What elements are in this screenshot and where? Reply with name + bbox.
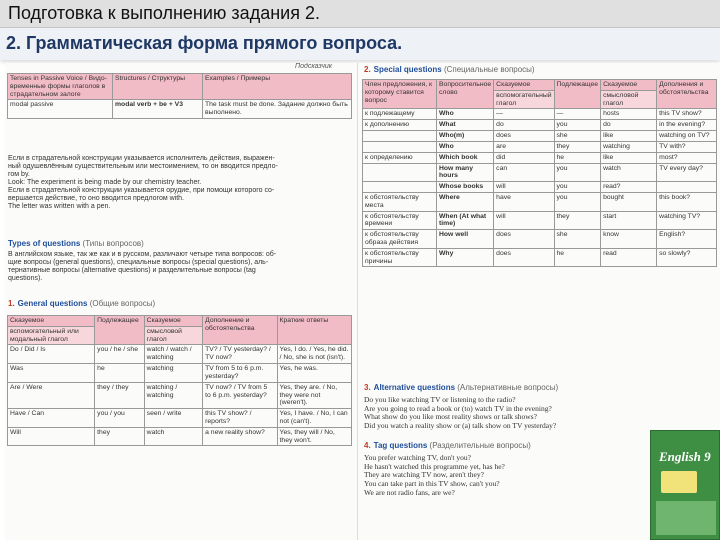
sq-cell: к определению [363,152,437,163]
sq-cell: When (At what time) [437,211,494,230]
section-number: 4. [364,441,371,450]
gq-header-skazuemoe-2: Сказуемое [144,316,202,327]
sq-cell: Why [437,248,494,267]
gq-cell: Yes, they will / No, they won't. [277,427,351,446]
sq-cell: do [494,120,554,131]
note-line: The letter was written with a pen. [8,203,111,211]
tag-questions-heading [364,441,531,450]
note-line: Если в страдательной конструкции указывается орудие, при помощи которого со- [8,187,275,195]
sq-cell: Who [437,109,494,120]
section-number: 3. [364,383,371,392]
types-line: В английском языке, так же как и в русском, различают четыре типа вопросов: об- [8,251,277,258]
table-row [8,382,352,408]
example-line: Did you watch a reality show or (a) talk show on TV yesterday? [364,420,557,430]
general-questions-heading [8,299,155,308]
sq-cell: he [554,248,601,267]
tag-title: Tag questions [373,441,428,450]
sq-header-subject: Подлежащее [554,80,601,109]
passive-cell: The task must be done. Задание должно быть выполнено. [203,100,352,119]
table-row [363,248,717,267]
types-line: щие вопросы (general questions), специальные вопросы (special questions), аль- [8,259,269,267]
example-line: They are watching TV now, aren't they? [364,470,484,480]
gq-header-aux: вспомогательный или модальный глагол [8,326,95,345]
general-title: General questions [17,299,88,308]
gq-cell: TV from 5 to 6 p.m. yesterday? [203,364,277,383]
sq-cell: have [494,192,554,211]
table-row [363,152,717,163]
tag-examples [364,454,505,497]
sq-header-main: смысловой глагол [601,90,657,109]
sq-cell: watching TV? [657,211,717,230]
passive-voice-table [7,73,352,119]
passive-header-examples: Examples / Примеры [203,74,352,100]
sq-cell [363,141,437,152]
sq-cell: like [601,131,657,142]
sq-cell: — [494,109,554,120]
gq-header-answers: Краткие ответы [277,316,351,345]
types-line: тернативные вопросы (alternative questions) и разделительные вопросы (tag [8,267,256,275]
sq-cell: к обстоятельству места [363,192,437,211]
alternative-examples [364,396,556,431]
sq-cell [657,182,717,193]
table-row [363,211,717,230]
sq-cell: she [554,230,601,249]
types-line: questions). [8,275,43,283]
sq-header-skazuemoe-2: Сказуемое [601,80,657,91]
sq-cell: like [601,152,657,163]
slide-title: Подготовка к выполнению задания 2. [8,3,320,23]
sq-cell: he [554,152,601,163]
gq-cell: Have / Can [8,409,95,428]
sq-cell: you [554,120,601,131]
sq-cell: watching on TV? [657,131,717,142]
sq-cell: TV with? [657,141,717,152]
sq-cell: What [437,120,494,131]
sq-header-skazuemoe: Сказуемое [494,80,554,91]
table-row [363,120,717,131]
gq-header-subject: Подлежащее [95,316,145,345]
sq-cell: TV every day? [657,163,717,182]
cover-sticker [661,471,697,493]
sq-cell: in the evening? [657,120,717,131]
types-heading [8,239,144,248]
sq-cell: Who(m) [437,131,494,142]
left-textbook-page [5,63,358,540]
types-heading-en: Types of questions [8,239,81,248]
cover-illustration [656,501,716,535]
types-heading-ru: (Типы вопросов) [82,239,144,248]
sq-cell: read [601,248,657,267]
gq-cell: Yes, they are. / No, they were not (weren't). [277,382,351,408]
table-row [363,163,717,182]
example-line: He hasn't watched this programme yet, has he? [364,461,505,471]
sq-cell: they [554,211,601,230]
sq-cell: can [494,163,554,182]
sq-header-adv: Дополнения и обстоятельства [657,80,717,109]
passive-cell: modal passive [8,100,113,119]
passive-cell: modal verb + be + V3 [113,100,203,119]
table-row [8,345,352,364]
sq-cell: hosts [601,109,657,120]
note-line: Если в страдательной конструкции указывается исполнитель действия, выражен- [8,155,275,162]
tag-title-ru: (Разделительные вопросы) [429,441,531,450]
gq-header-adv: Дополнение и обстоятельства [203,316,277,345]
gq-cell: seen / write [144,409,202,428]
sq-cell [363,182,437,193]
sq-cell: so slowly? [657,248,717,267]
sq-cell: bought [601,192,657,211]
sq-cell: — [554,109,601,120]
sq-cell: you [554,163,601,182]
passive-notes [8,155,278,211]
table-row [363,141,717,152]
sq-header-qword: Вопросительное слово [437,80,494,109]
gq-cell: Will [8,427,95,446]
example-line: Are you going to read a book or (to) watch TV in the evening? [364,403,552,413]
alternative-title-ru: (Альтернативные вопросы) [457,383,559,392]
gq-cell: watch [144,427,202,446]
sq-cell: Where [437,192,494,211]
table-row [8,409,352,428]
types-text [8,251,276,283]
special-title: Special questions [373,65,442,74]
sq-cell: this book? [657,192,717,211]
gq-cell: TV? / TV yesterday? / TV now? [203,345,277,364]
table-row [363,192,717,211]
example-line: What show do you like most reality shows or talk shows? [364,412,537,422]
sq-cell: к дополнению [363,120,437,131]
sq-cell: How well [437,230,494,249]
sq-cell: she [554,131,601,142]
table-row [363,109,717,120]
example-line: You can take part in this TV show, can't you? [364,478,500,488]
sq-cell: Who [437,141,494,152]
slide-subtitle-bar [0,28,720,60]
sq-header-aux: вспомогательный глагол [494,90,554,109]
page-label: Подсказчик [295,63,333,70]
sq-cell: read? [601,182,657,193]
gq-cell: this TV show? / reports? [203,409,277,428]
table-row [8,427,352,446]
special-questions-heading [364,65,535,74]
slide-subtitle: 2. Грамматическая форма прямого вопроса. [6,33,403,53]
example-line: Do you like watching TV or listening to the radio? [364,395,516,404]
section-number: 2. [364,65,371,74]
passive-header-tenses: Tenses in Passive Voice / Видо-временные формы глаголов в страдательном залоге [8,74,113,100]
gq-cell: they / they [95,382,145,408]
sq-cell: does [494,230,554,249]
table-row [363,182,717,193]
gq-cell: Yes, he was. [277,364,351,383]
gq-cell: Are / Were [8,382,95,408]
section-number: 1. [8,299,15,308]
sq-cell: does [494,248,554,267]
sq-cell: watch [601,163,657,182]
textbook-cover-thumbnail [650,430,720,540]
gq-header-skazuemoe: Сказуемое [8,316,95,327]
gq-cell: Was [8,364,95,383]
sq-cell: does [494,131,554,142]
sq-cell: English? [657,230,717,249]
gq-cell: they [95,427,145,446]
sq-cell: к обстоятельству образа действия [363,230,437,249]
sq-cell: this TV show? [657,109,717,120]
sq-cell: are [494,141,554,152]
sq-cell [363,131,437,142]
general-title-ru: (Общие вопросы) [89,299,156,308]
note-line: вершается действие, то оно вводится предлогом with. [8,195,184,203]
sq-cell: will [494,211,554,230]
note-line: Look: The experiment is being made by our chemistry teacher. [8,179,202,187]
gq-cell: you / you [95,409,145,428]
gq-cell: watching [144,364,202,383]
gq-header-main: смысловой глагол [144,326,202,345]
note-line: ный одушевлённым существительным или местоимением, то он вводится предло- [8,163,278,171]
example-line: We are not radio fans, are we? [364,487,455,497]
note-line: гом by. [8,171,30,179]
sq-header-member: Член предложения, к которому ставится вопрос [363,80,437,109]
cover-title: English 9 [659,449,711,464]
sq-cell: did [494,152,554,163]
sq-cell: к подлежащему [363,109,437,120]
gq-cell: watch / watch / watching [144,345,202,364]
sq-cell: know [601,230,657,249]
gq-cell: watching / watching [144,382,202,408]
general-questions-table [7,315,352,446]
sq-cell: you [554,192,601,211]
example-line: You prefer watching TV, don't you? [364,453,471,462]
special-title-ru: (Специальные вопросы) [443,65,535,74]
table-row [8,364,352,383]
sq-cell: watching [601,141,657,152]
sq-cell: they [554,141,601,152]
gq-cell: Yes, I do. / Yes, he did. / No, she is not (isn't). [277,345,351,364]
sq-cell: к обстоятельству времени [363,211,437,230]
gq-cell: Do / Did / Is [8,345,95,364]
table-row [363,230,717,249]
table-row [363,131,717,142]
sq-cell [363,163,437,182]
alternative-title: Alternative questions [373,383,456,392]
sq-cell: Whose books [437,182,494,193]
gq-cell: you / he / she [95,345,145,364]
sq-cell: most? [657,152,717,163]
sq-cell: will [494,182,554,193]
sq-cell: do [601,120,657,131]
gq-cell: a new reality show? [203,427,277,446]
sq-cell: к обстоятельству причины [363,248,437,267]
passive-header-structures: Structures / Структуры [113,74,203,100]
slide-title-bar [0,0,720,28]
gq-cell: TV now? / TV from 5 to 6 p.m. yesterday? [203,382,277,408]
sq-cell: How many hours [437,163,494,182]
special-questions-table [362,79,717,267]
gq-cell: Yes, I have. / No, I can not (can't). [277,409,351,428]
alternative-questions-heading [364,383,558,392]
sq-cell: Which book [437,152,494,163]
sq-cell: you [554,182,601,193]
sq-cell: start [601,211,657,230]
gq-cell: he [95,364,145,383]
